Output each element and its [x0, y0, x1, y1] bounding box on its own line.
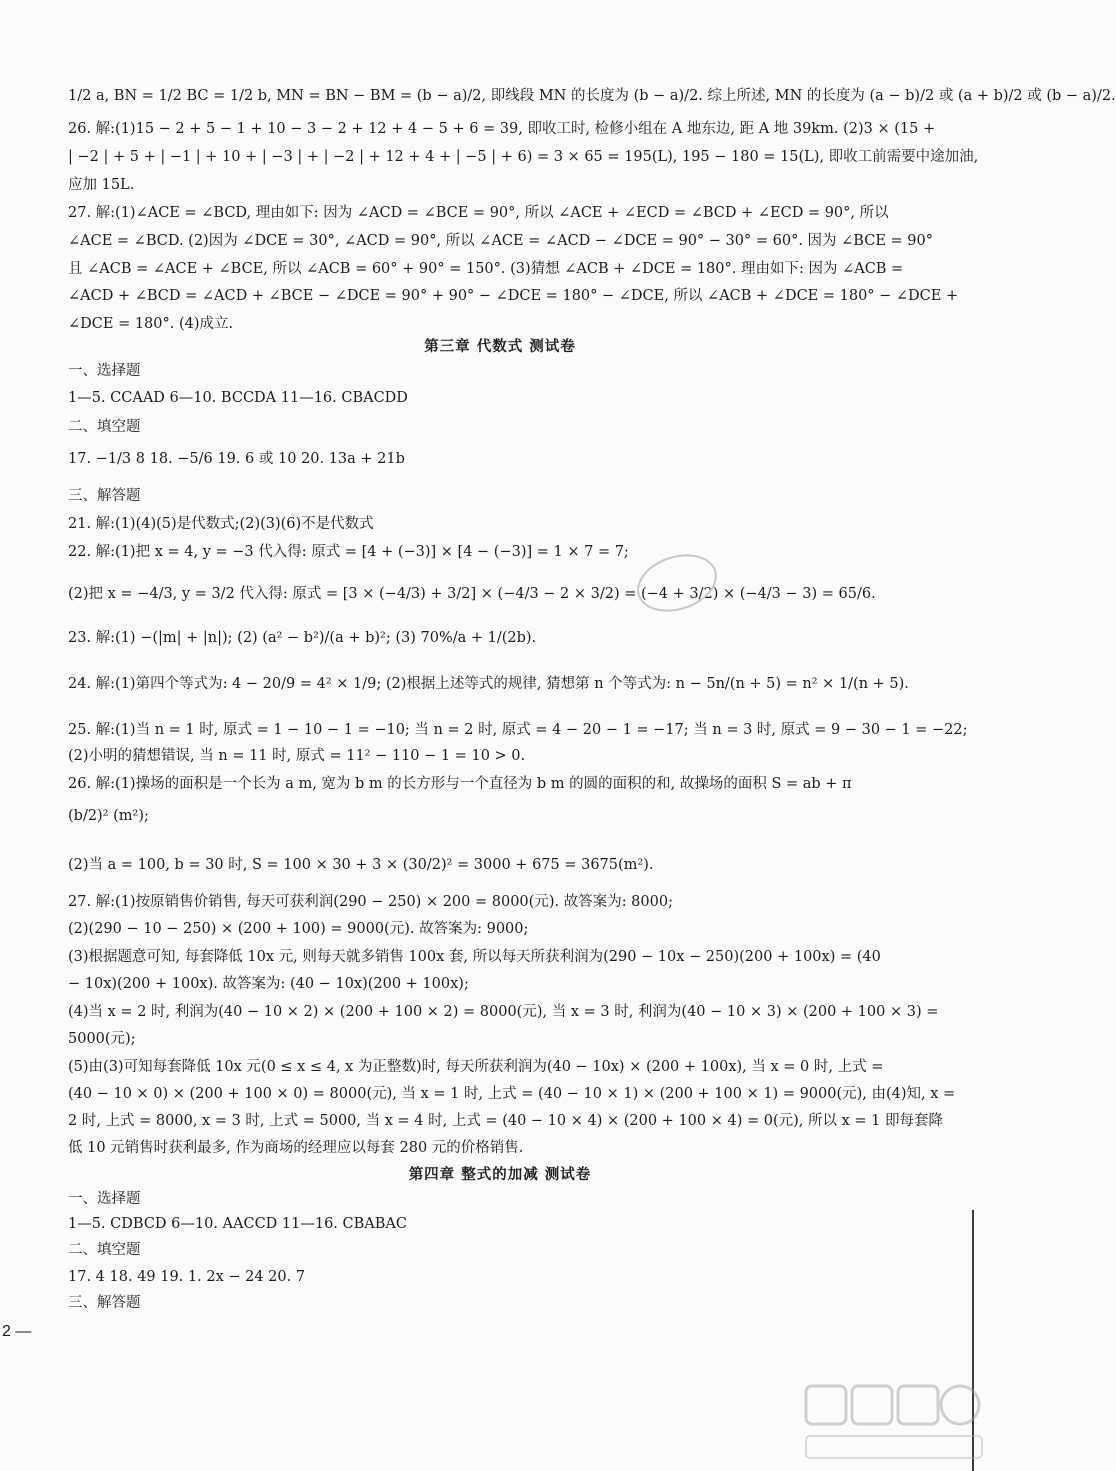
text-line: 1/2 a, BN = 1/2 BC = 1/2 b, MN = BN − BM = (b − a)/2, 即线段 MN 的长度为 (b − a)/2. 综上所述, MN 的长度为 (a − b)/2 或 (a + b)/2 或 (b − a)/2.	[68, 88, 1116, 104]
text-line: (40 − 10 × 0) × (200 + 100 × 0) = 8000(元), 当 x = 1 时, 上式 = (40 − 10 × 1) × (200 + 100 × 1) = 9000(元), 由(4)知, x =	[68, 1086, 956, 1102]
text-line: 27. 解:(1)∠ACE = ∠BCD, 理由如下: 因为 ∠ACD = ∠BCE = 90°, 所以 ∠ACE + ∠ECD = ∠BCD + ∠ECD = 90°, 所以	[68, 205, 889, 221]
section-label: 三、解答题	[68, 488, 141, 504]
section-label: 一、选择题	[68, 363, 141, 379]
text-line: 26. 解:(1)15 − 2 + 5 − 1 + 10 − 3 − 2 + 12 + 4 − 5 + 6 = 39, 即收工时, 检修小组在 A 地东边, 距 A 地 39km. (2)3 × (15 +	[68, 121, 936, 137]
text-line: (2)当 a = 100, b = 30 时, S = 100 × 30 + 3 × (30/2)² = 3000 + 675 = 3675(m²).	[68, 857, 654, 873]
text-line: 25. 解:(1)当 n = 1 时, 原式 = 1 − 10 − 1 = −10; 当 n = 2 时, 原式 = 4 − 20 − 1 = −17; 当 n = 3 时, 原式 = 9 − 30 − 1 = −22;	[68, 722, 968, 738]
section-label: 二、填空题	[68, 419, 141, 435]
watermark-logo	[800, 1378, 986, 1468]
section-label: 三、解答题	[68, 1295, 141, 1311]
text-line: (4)当 x = 2 时, 利润为(40 − 10 × 2) × (200 + 100 × 2) = 8000(元), 当 x = 3 时, 利润为(40 − 10 × 3) × (200 + 100 × 3) =	[68, 1004, 939, 1020]
text-line: 24. 解:(1)第四个等式为: 4 − 20/9 = 4² × 1/9; (2)根据上述等式的规律, 猜想第 n 个等式为: n − 5n/(n + 5) = n² × 1/(n + 5).	[68, 676, 909, 692]
text-line: 低 10 元销售时获利最多, 作为商场的经理应以每套 280 元的价格销售.	[68, 1140, 524, 1156]
text-line: 23. 解:(1) −(|m| + |n|); (2) (a² − b²)/(a + b)²; (3) 70%/a + 1/(2b).	[68, 630, 537, 646]
text-line: 17. −1/3 8 18. −5/6 19. 6 或 10 20. 13a + 21b	[68, 451, 405, 467]
text-line: 17. 4 18. 49 19. 1. 2x − 24 20. 7	[68, 1269, 306, 1285]
text-line: 22. 解:(1)把 x = 4, y = −3 代入得: 原式 = [4 + (−3)] × [4 − (−3)] = 1 × 7 = 7;	[68, 544, 629, 560]
text-line: 26. 解:(1)操场的面积是一个长为 a m, 宽为 b m 的长方形与一个直径为 b m 的圆的面积的和, 故操场的面积 S = ab + π	[68, 776, 852, 792]
text-line: ∠ACD + ∠BCD = ∠ACD + ∠BCE − ∠DCE = 90° + 90° − ∠DCE = 180° − ∠DCE, 所以 ∠ACB + ∠DCE = 180° − ∠DCE +	[68, 288, 959, 304]
text-line: 1—5. CDBCD 6—10. AACCD 11—16. CBABAC	[68, 1216, 407, 1232]
text-line: − 10x)(200 + 100x). 故答案为: (40 − 10x)(200 + 100x);	[68, 976, 469, 992]
text-line: | −2 | + 5 + | −1 | + 10 + | −3 | + | −2 | + 12 + 4 + | −5 | + 6) = 3 × 65 = 195(L), 195 − 180 = 15(L), 即收工前需要中途加油,	[68, 149, 979, 165]
text-line: (2)(290 − 10 − 250) × (200 + 100) = 9000(元). 故答案为: 9000;	[68, 921, 529, 937]
text-line: ∠DCE = 180°. (4)成立.	[68, 316, 234, 332]
chapter-heading: 第四章 整式的加减 测试卷	[408, 1167, 592, 1183]
text-line: (5)由(3)可知每套降低 10x 元(0 ≤ x ≤ 4, x 为正整数)时, 每天所获利润为(40 − 10x) × (200 + 100x), 当 x = 0 时, 上式 =	[68, 1059, 884, 1075]
text-line: 2 时, 上式 = 8000, x = 3 时, 上式 = 5000, 当 x = 4 时, 上式 = (40 − 10 × 4) × (200 + 100 × 4) = 0(元), 所以 x = 1 即每套降	[68, 1113, 943, 1129]
text-line: ∠ACE = ∠BCD. (2)因为 ∠DCE = 30°, ∠ACD = 90°, 所以 ∠ACE = ∠ACD − ∠DCE = 90° − 30° = 60°. 因为 ∠BCE = 90°	[68, 233, 933, 249]
text-line: (2)小明的猜想错误, 当 n = 11 时, 原式 = 11² − 110 − 1 = 10 > 0.	[68, 748, 526, 764]
section-label: 一、选择题	[68, 1191, 141, 1207]
text-line: (2)把 x = −4/3, y = 3/2 代入得: 原式 = [3 × (−4/3) + 3/2] × (−4/3 − 2 × 3/2) = (−4 + 3/2) × (−4/3 − 3) = 65/6.	[68, 586, 876, 602]
text-line: (b/2)² (m²);	[68, 808, 149, 824]
text-line: (3)根据题意可知, 每套降低 10x 元, 则每天就多销售 100x 套, 所以每天所获利润为(290 − 10x − 250)(200 + 100x) = (40	[68, 949, 881, 965]
section-label: 二、填空题	[68, 1242, 141, 1258]
text-line: 27. 解:(1)按原销售价销售, 每天可获利润(290 − 250) × 200 = 8000(元). 故答案为: 8000;	[68, 894, 673, 910]
text-line: 21. 解:(1)(4)(5)是代数式;(2)(3)(6)不是代数式	[68, 516, 374, 532]
text-line: 5000(元);	[68, 1031, 136, 1047]
text-line: 应加 15L.	[68, 177, 135, 193]
page-number: 2 —	[2, 1323, 32, 1340]
text-line: 且 ∠ACB = ∠ACE + ∠BCE, 所以 ∠ACB = 60° + 90° = 150°. (3)猜想 ∠ACB + ∠DCE = 180°. 理由如下: 因为 ∠ACB =	[68, 261, 904, 277]
text-line: 1—5. CCAAD 6—10. BCCDA 11—16. CBACDD	[68, 390, 408, 406]
chapter-heading: 第三章 代数式 测试卷	[424, 339, 576, 355]
